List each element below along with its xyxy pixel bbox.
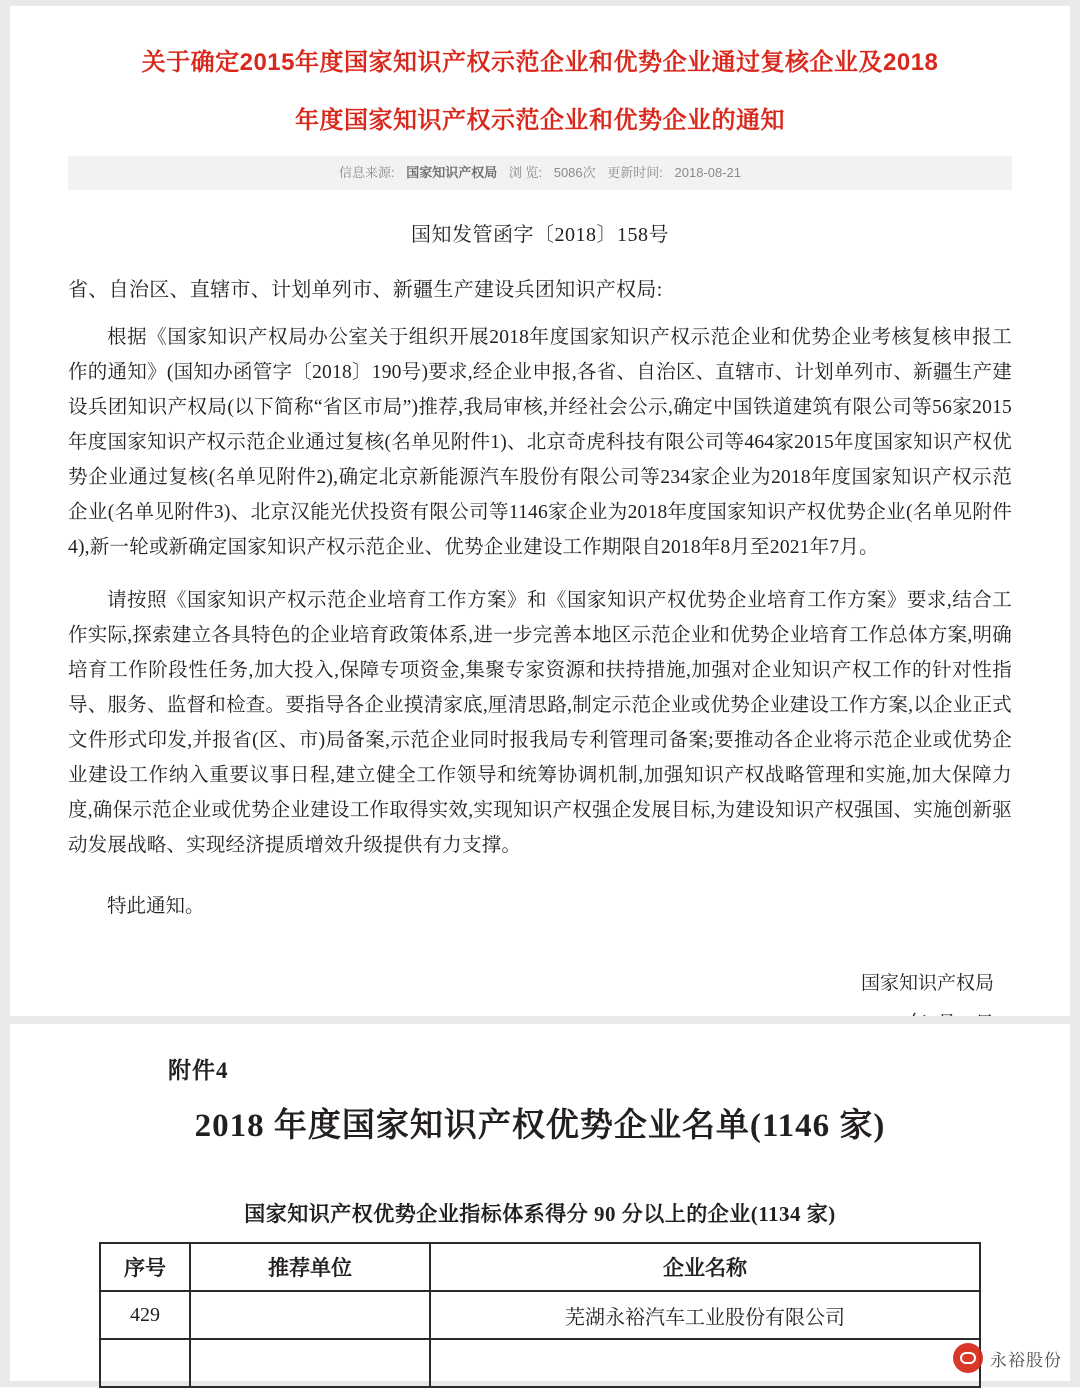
table-row	[100, 1339, 980, 1387]
updated-label: 更新时间:	[607, 165, 663, 180]
section-divider	[0, 1016, 1080, 1024]
doc-title-line-2: 年度国家知识产权示范企业和优势企业的通知	[295, 107, 785, 134]
column-header-org: 推荐单位	[190, 1243, 430, 1291]
column-header-name: 企业名称	[430, 1243, 980, 1291]
enterprise-list-table	[99, 1242, 981, 1388]
salutation: 省、自治区、直辖市、计划单列市、新疆生产建设兵团知识产权局:	[68, 279, 663, 301]
attachment-card	[10, 1024, 1070, 1381]
cell-index	[100, 1339, 190, 1387]
table-row	[100, 1291, 980, 1339]
wechat-account-badge[interactable]	[953, 1343, 1062, 1373]
cell-name: 芜湖永裕汽车工业股份有限公司	[430, 1291, 980, 1339]
doc-title-line-1: 关于确定2015年度国家知识产权示范企业和优势企业通过复核企业及2018	[141, 49, 939, 76]
closing-line: 特此通知。	[107, 896, 205, 917]
document-number: 国知发管函字〔2018〕158号	[411, 224, 669, 246]
signer-name: 国家知识产权局	[860, 973, 994, 994]
cell-name	[430, 1339, 980, 1387]
attachment-subtitle: 国家知识产权优势企业指标体系得分 90 分以上的企业(1134 家)	[244, 1202, 836, 1226]
notice-card	[10, 6, 1070, 1016]
body-paragraph-1: 根据《国家知识产权局办公室关于组织开展2018年度国家知识产权示范企业和优势企业考核复核申报工作的通知》(国知办函管字〔2018〕190号)要求,经企业申报,各省、自治区、直辖市、计划单列市、新疆生产建设兵团知识产权局(以下简称“省区市局”)推荐,我局审核,并经社会公示,确定中国铁道建筑有限公司等56家2015年度国家知识产权示范企业通过复核(名单见附件1)、北京奇虎科技有限公司等464家2015年度国家知识产权优势企业通过复核(名单见附件2),确定北京新能源汽车股份有限公司等234家企业为2018年度国家知识产权示范企业(名单见附件3)、北京汉能光伏投资有限公司等1146家企业为2018年度国家知识产权优势企业(名单见附件4),新一轮或新确定国家知识产权示范企业、优势企业建设工作期限自2018年8月至2021年7月。	[68, 327, 1012, 558]
attachment-label: 附件4	[168, 1058, 229, 1083]
table-header-row	[100, 1243, 980, 1291]
page-title	[68, 34, 1012, 150]
cell-index: 429	[100, 1291, 190, 1339]
updated-value: 2018-08-21	[674, 165, 742, 180]
views-value: 5086次	[553, 165, 596, 180]
notice-meta-bar	[68, 156, 1012, 190]
body-paragraph-2: 请按照《国家知识产权示范企业培育工作方案》和《国家知识产权优势企业培育工作方案》要求,结合工作实际,探索建立各具特色的企业培育政策体系,进一步完善本地区示范企业和优势企业培育工作总体方案,明确培育工作阶段性任务,加大投入,保障专项资金,集聚专家资源和扶持措施,加强对企业知识产权工作的针对性指导、服务、监督和检查。要指导各企业摸清家底,厘清思路,制定示范企业或优势企业建设工作方案,以企业正式文件形式印发,并报省(区、市)局备案,示范企业同时报我局专利管理司备案;要推动各企业将示范企业或优势企业建设工作纳入重要议事日程,建立健全工作领导和统筹协调机制,加强知识产权战略管理和实施,加大保障力度,确保示范企业或优势企业建设工作取得实效,实现知识产权强企发展目标,为建设知识产权强国、实施创新驱动发展战略、实现经济提质增效升级提供有力支撑。	[68, 590, 1012, 856]
column-header-index: 序号	[100, 1243, 190, 1291]
attachment-title: 2018 年度国家知识产权优势企业名单(1146 家)	[194, 1108, 886, 1144]
wechat-logo-icon	[953, 1343, 983, 1373]
cell-org	[190, 1339, 430, 1387]
source-label: 信息来源:	[338, 165, 395, 180]
cell-org	[190, 1291, 430, 1339]
source-value: 国家知识产权局	[406, 165, 498, 180]
wechat-account-name: 永裕股份	[990, 1350, 1062, 1370]
views-label: 浏 览:	[508, 165, 543, 180]
